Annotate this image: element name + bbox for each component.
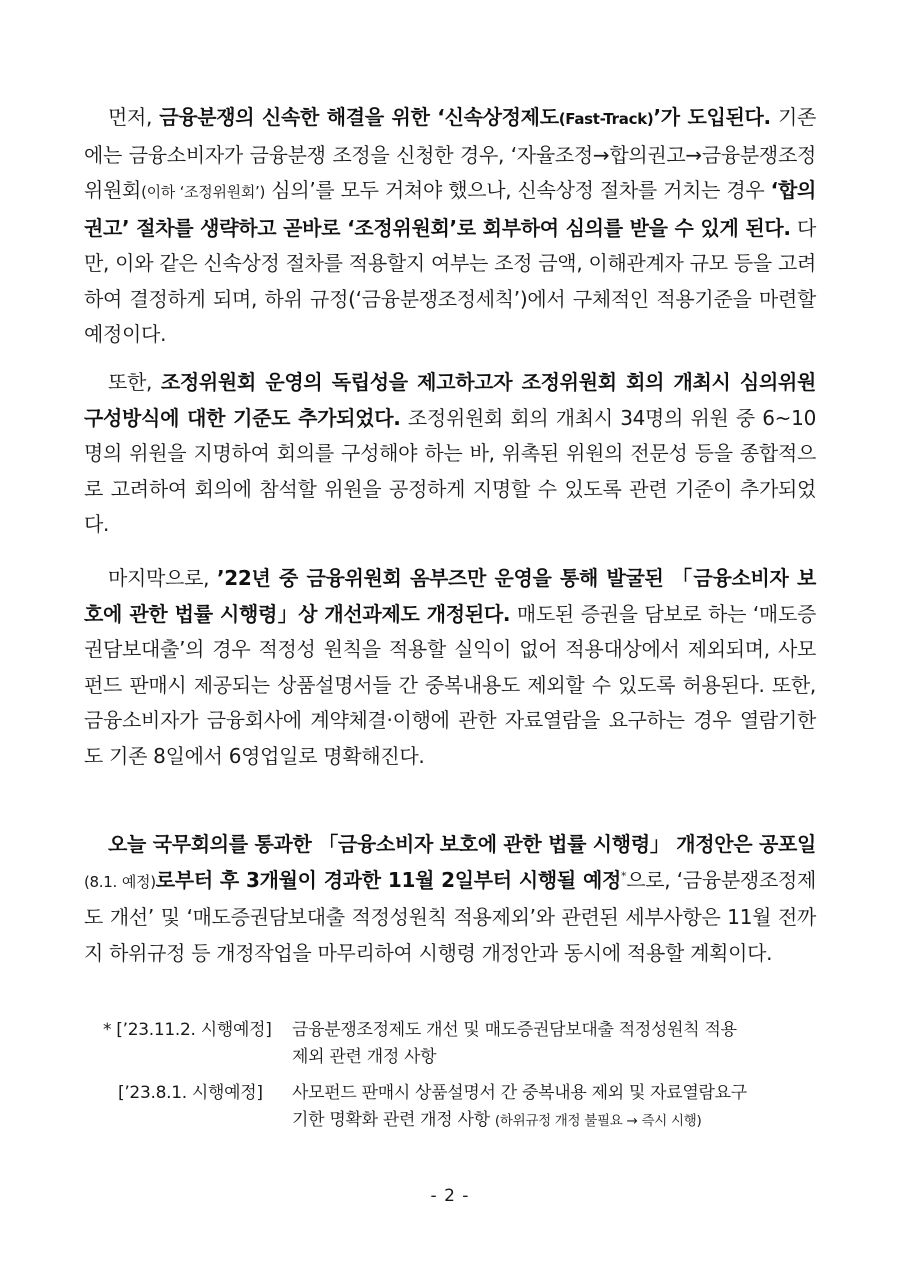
note-2-line-2 xyxy=(292,1107,701,1135)
paragraph-ombudsman xyxy=(84,561,816,774)
p2-lead: 또한, xyxy=(108,370,161,394)
p4-text: 으로, ‘금융분쟁조정제도 개선’ 및 ‘매도증권담보대출 적정성원칙 적용제외’와 관련된 세부사항은 11월 전까지 하위규정 등 개정작업을 마무리하여 시행령 개정안과 동시에 적용할 계획이다. xyxy=(84,867,816,965)
p1-text-1: 기존에는 금융소비자가 금융분쟁 조정을 신청한 경우, ‘자율조정→합의권고→금융분쟁조정위원회 xyxy=(84,105,816,202)
note-1-heading: * [’23.11.2. 시행예정] xyxy=(103,1020,272,1040)
note-1-line-1: 금융분쟁조정제도 개선 및 매도증권담보대출 적정성원칙 적용 xyxy=(292,1020,737,1040)
p1-bold-end: ’가 도입된다. xyxy=(653,105,771,129)
p2-bold: 조정위원회 운영의 독립성을 제고하고자 조정위원회 회의 개최시 심의위원 구성방식에 대한 기준도 추가되었다. xyxy=(84,370,817,430)
footnote-marker: * xyxy=(621,868,627,882)
note-2-line-1: 사모펀드 판매시 상품설명서 간 중복내용 제외 및 자료열람요구 xyxy=(292,1083,747,1103)
note-1-line-2: 제외 관련 개정 사항 xyxy=(292,1047,437,1067)
paragraph-enforcement xyxy=(84,827,816,971)
p1-bold-paren: (Fast-Track) xyxy=(558,110,654,128)
p1-bold-2: ‘합의권고’ 절차를 생략하고 곧바로 ‘조정위원회’로 회부하여 심의를 받을 수 있게 된다. xyxy=(84,178,817,240)
note-2-line-2-text: 기한 명확화 관련 개정 사항 xyxy=(292,1110,495,1130)
note-2-small: (하위규정 개정 불필요 → 즉시 시행) xyxy=(494,1113,702,1129)
p3-lead: 마지막으로, xyxy=(108,566,217,590)
p1-text-2: 심의’를 모두 거쳐야 했으나, 신속상정 절차를 거치는 경우 xyxy=(265,178,771,202)
p1-bold-1: 금융분쟁의 신속한 해결을 위한 ‘신속상정제도 xyxy=(159,105,559,129)
p4-bold-2: 로부터 후 3개월이 경과한 11월 2일부터 시행될 예정 xyxy=(155,867,622,892)
p4-small-note: (8.1. 예정) xyxy=(84,872,156,891)
p1-small-note: (이하 ‘조정위원회’) xyxy=(141,183,266,201)
p1-lead: 먼저, xyxy=(108,105,160,129)
p3-text: 매도된 증권을 담보로 하는 ‘매도증권담보대출’의 경우 적정성 원칙을 적용할 실익이 없어 적용대상에서 제외되며, 사모펀드 판매시 제공되는 상품설명서들 간 중복내용도 제외할 수 있도록 허용된다. 또한, 금융소비자가 금융회사에 계약체결·이행에 관한 자료열람을 요구하는 경우 열람기한도 기존 8일에서 6영업일로 명확해진다. xyxy=(84,601,816,768)
page-number: - 2 - xyxy=(430,1186,470,1206)
paragraph-fast-track xyxy=(84,100,816,353)
p4-bold-1: 오늘 국무회의를 통과한 「금융소비자 보호에 관한 법률 시행령」 개정안은 공포일 xyxy=(108,832,817,856)
p3-bold: ’22년 중 금융위원회 옴부즈만 운영을 통해 발굴된 「금융소비자 보호에 관한 법률 시행령」상 개선과제도 개정된다. xyxy=(84,566,816,626)
p1-text-3: 다만, 이와 같은 신속상정 절차를 적용할지 여부는 조정 금액, 이해관계자 규모 등을 고려하여 결정하게 되며, 하위 규정(‘금융분쟁조정세칙’)에서 구체적인 적용기준을 마련할 예정이다. xyxy=(84,215,817,346)
note-2-heading: [’23.8.1. 시행예정] xyxy=(118,1083,263,1103)
p2-text: 조정위원회 회의 개최시 34명의 위원 중 6~10명의 위원을 지명하여 회의를 구성해야 하는 바, 위촉된 위원의 전문성 등을 종합적으로 고려하여 회의에 참석할 위원을 공정하게 지명할 수 있도록 관련 기준이 추가되었다. xyxy=(84,405,816,536)
paragraph-committee xyxy=(84,365,816,543)
